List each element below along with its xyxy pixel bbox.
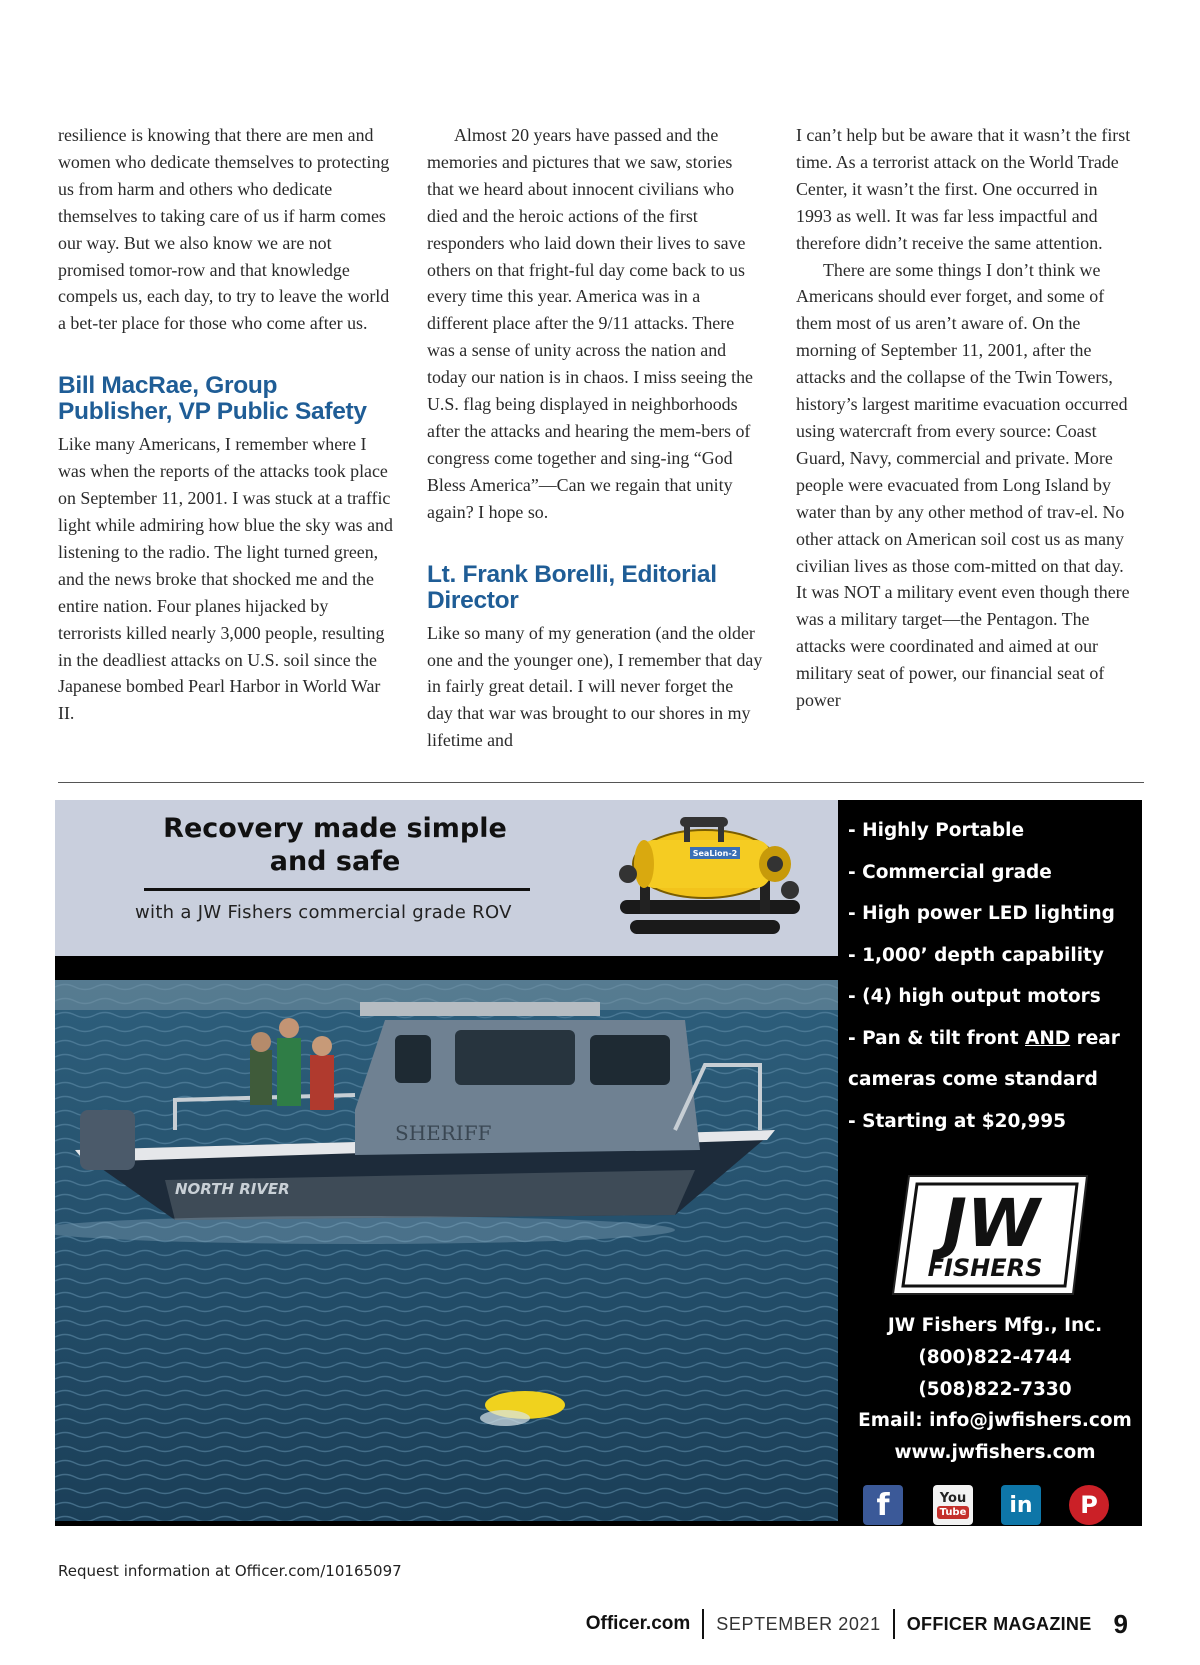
article-column-2 bbox=[427, 122, 763, 754]
boat-sheriff-text: SHERIFF bbox=[395, 1121, 492, 1145]
jw-fishers-logo[interactable] bbox=[887, 1170, 1092, 1300]
boat-scene-illustration bbox=[55, 980, 838, 1521]
column-2-body: Like so many of my generation (and the older one and the younger one), I remember that day in fairly great detail. I will never forget the day that war was brought to our shores in my lifetime and bbox=[427, 622, 763, 751]
footer-magazine: OFFICER MAGAZINE bbox=[906, 1613, 1092, 1634]
column-3-paragraph-1: I can’t help but be aware that it wasn’t the first time. As a terrorist attack on the World Trade Center, it wasn’t the first. One occurred in 1993 as well. It was far less impactful and therefore didn’t receive the same attention. bbox=[796, 125, 1131, 253]
section-heading-frank-borelli: Lt. Frank Borelli, Editorial Director bbox=[427, 560, 717, 614]
ad-headline-underline bbox=[144, 888, 530, 891]
rov-product-image bbox=[610, 812, 810, 942]
page-footer bbox=[586, 1607, 1128, 1641]
ad-contact-block bbox=[848, 1310, 1142, 1469]
feature-item: - Highly Portable bbox=[848, 820, 1025, 841]
ad-headline bbox=[145, 812, 525, 878]
feature-item: - 1,000’ depth capability bbox=[848, 944, 1104, 966]
phone-number[interactable]: (800)822-4744 bbox=[918, 1346, 1072, 1368]
jw-fishers-advertisement[interactable] bbox=[55, 800, 1142, 1526]
ad-subline: with a JW Fishers commercial grade ROV bbox=[135, 902, 512, 923]
footer-separator bbox=[702, 1609, 704, 1639]
website-link[interactable]: www.jwfishers.com bbox=[894, 1442, 1096, 1464]
company-name: JW Fishers Mfg., Inc. bbox=[887, 1315, 1103, 1336]
page-number: 9 bbox=[1113, 1608, 1128, 1639]
column-2-paragraph: Almost 20 years have passed and the memories and pictures that we saw, stories that we heard about innocent civilians who died and the heroic actions of the first responders who laid down their lives to save others on that fright-ful day come back to us every time this year. America was in a different place after the 9/11 attacks. There was a sense of unity across the nation and today our nation is in chaos. I miss seeing the U.S. flag being displayed in neighborhoods after the attacks and hearing the mem-bers of congress come together and sing-ing “God Bless America”—Can we regain that unity again? I hope so. bbox=[427, 125, 753, 522]
ad-feature-list bbox=[848, 810, 1138, 1142]
footer-site[interactable]: Officer.com bbox=[585, 1613, 691, 1634]
feature-item bbox=[848, 1018, 1138, 1060]
request-information-text: Request information at Officer.com/10165097 bbox=[58, 1562, 402, 1580]
feature-item: cameras come standard bbox=[848, 1069, 1098, 1090]
boat-brand-text: NORTH RIVER bbox=[175, 1180, 290, 1198]
feature-text: rear bbox=[1070, 1027, 1120, 1049]
feature-item: - Starting at $20,995 bbox=[848, 1110, 1066, 1132]
feature-item: - High power LED lighting bbox=[848, 903, 1115, 924]
logo-fishers-text: FISHERS bbox=[927, 1254, 1043, 1282]
feature-item: - (4) high output motors bbox=[848, 986, 1101, 1007]
column-1-body: Like many Americans, I remember where I was when the reports of the attacks took place on September 11, 2001. I was stuck at a traffic light while admiring how blue the sky was and listening to the radio. The light turned green, and the news broke that shocked me and the entire nation. Four planes hijacked by terrorists killed nearly 3,000 people, resulting in the deadliest attacks on U.S. soil since the Japanese bombed Pearl Harbor in World War II. bbox=[58, 434, 393, 724]
linkedin-icon[interactable]: in bbox=[1001, 1485, 1041, 1525]
footer-separator bbox=[893, 1609, 895, 1639]
email-link[interactable]: Email: info@jwfishers.com bbox=[858, 1410, 1132, 1432]
rov-label: SeaLion-2 bbox=[692, 849, 738, 858]
column-3-paragraph-2: There are some things I don’t think we Americans should ever forget, and some of them most of us aren’t aware of. On the morning of September 11, 2001, after the attacks and the collapse of the Twin Towers, history’s largest maritime evacuation occurred using watercraft from every source: Coast Guard, Navy, commercial and private. More people were evacuated from Long Island by water than by any other method of trav-el. No other attack on American soil cost us as many civilian lives as those com-mitted on that day. It was NOT a military event even though there was a military target—the Pentagon. The attacks were coordinated and aimed at our military seat of power, our financial seat of power bbox=[796, 259, 1130, 711]
logo-jw-text: JW bbox=[942, 1185, 1040, 1262]
article-divider bbox=[58, 782, 1144, 783]
column-1-intro: resilience is knowing that there are men and women who dedicate themselves to protecting us from harm and others who dedicate themselves to taking care of us if harm comes our way. But we also know we are not promised tomor-row and that knowledge compels us, each day, to try to leave the world a bet-ter place for those who come after us. bbox=[58, 125, 390, 334]
section-heading-bill-macrae: Bill MacRae, Group Publisher, VP Public Safety bbox=[58, 372, 367, 426]
ad-headline-line-2: and safe bbox=[269, 846, 401, 877]
article-column-1 bbox=[58, 122, 394, 727]
ad-headline-line-1: Recovery made simple bbox=[163, 813, 507, 844]
youtube-icon[interactable]: You Tube bbox=[933, 1485, 973, 1525]
feature-text: - Pan & tilt front bbox=[848, 1027, 1025, 1049]
feature-emphasis: AND bbox=[1025, 1027, 1071, 1049]
facebook-icon[interactable]: f bbox=[863, 1485, 903, 1525]
phone-number[interactable]: (508)822-7330 bbox=[918, 1378, 1072, 1400]
footer-date: SEPTEMBER 2021 bbox=[716, 1613, 881, 1634]
feature-item: - Commercial grade bbox=[848, 861, 1052, 883]
boat-rov-photo bbox=[55, 980, 838, 1521]
pinterest-icon[interactable]: P bbox=[1069, 1485, 1109, 1525]
ad-header-panel bbox=[55, 800, 838, 956]
article-column-3 bbox=[796, 122, 1136, 714]
